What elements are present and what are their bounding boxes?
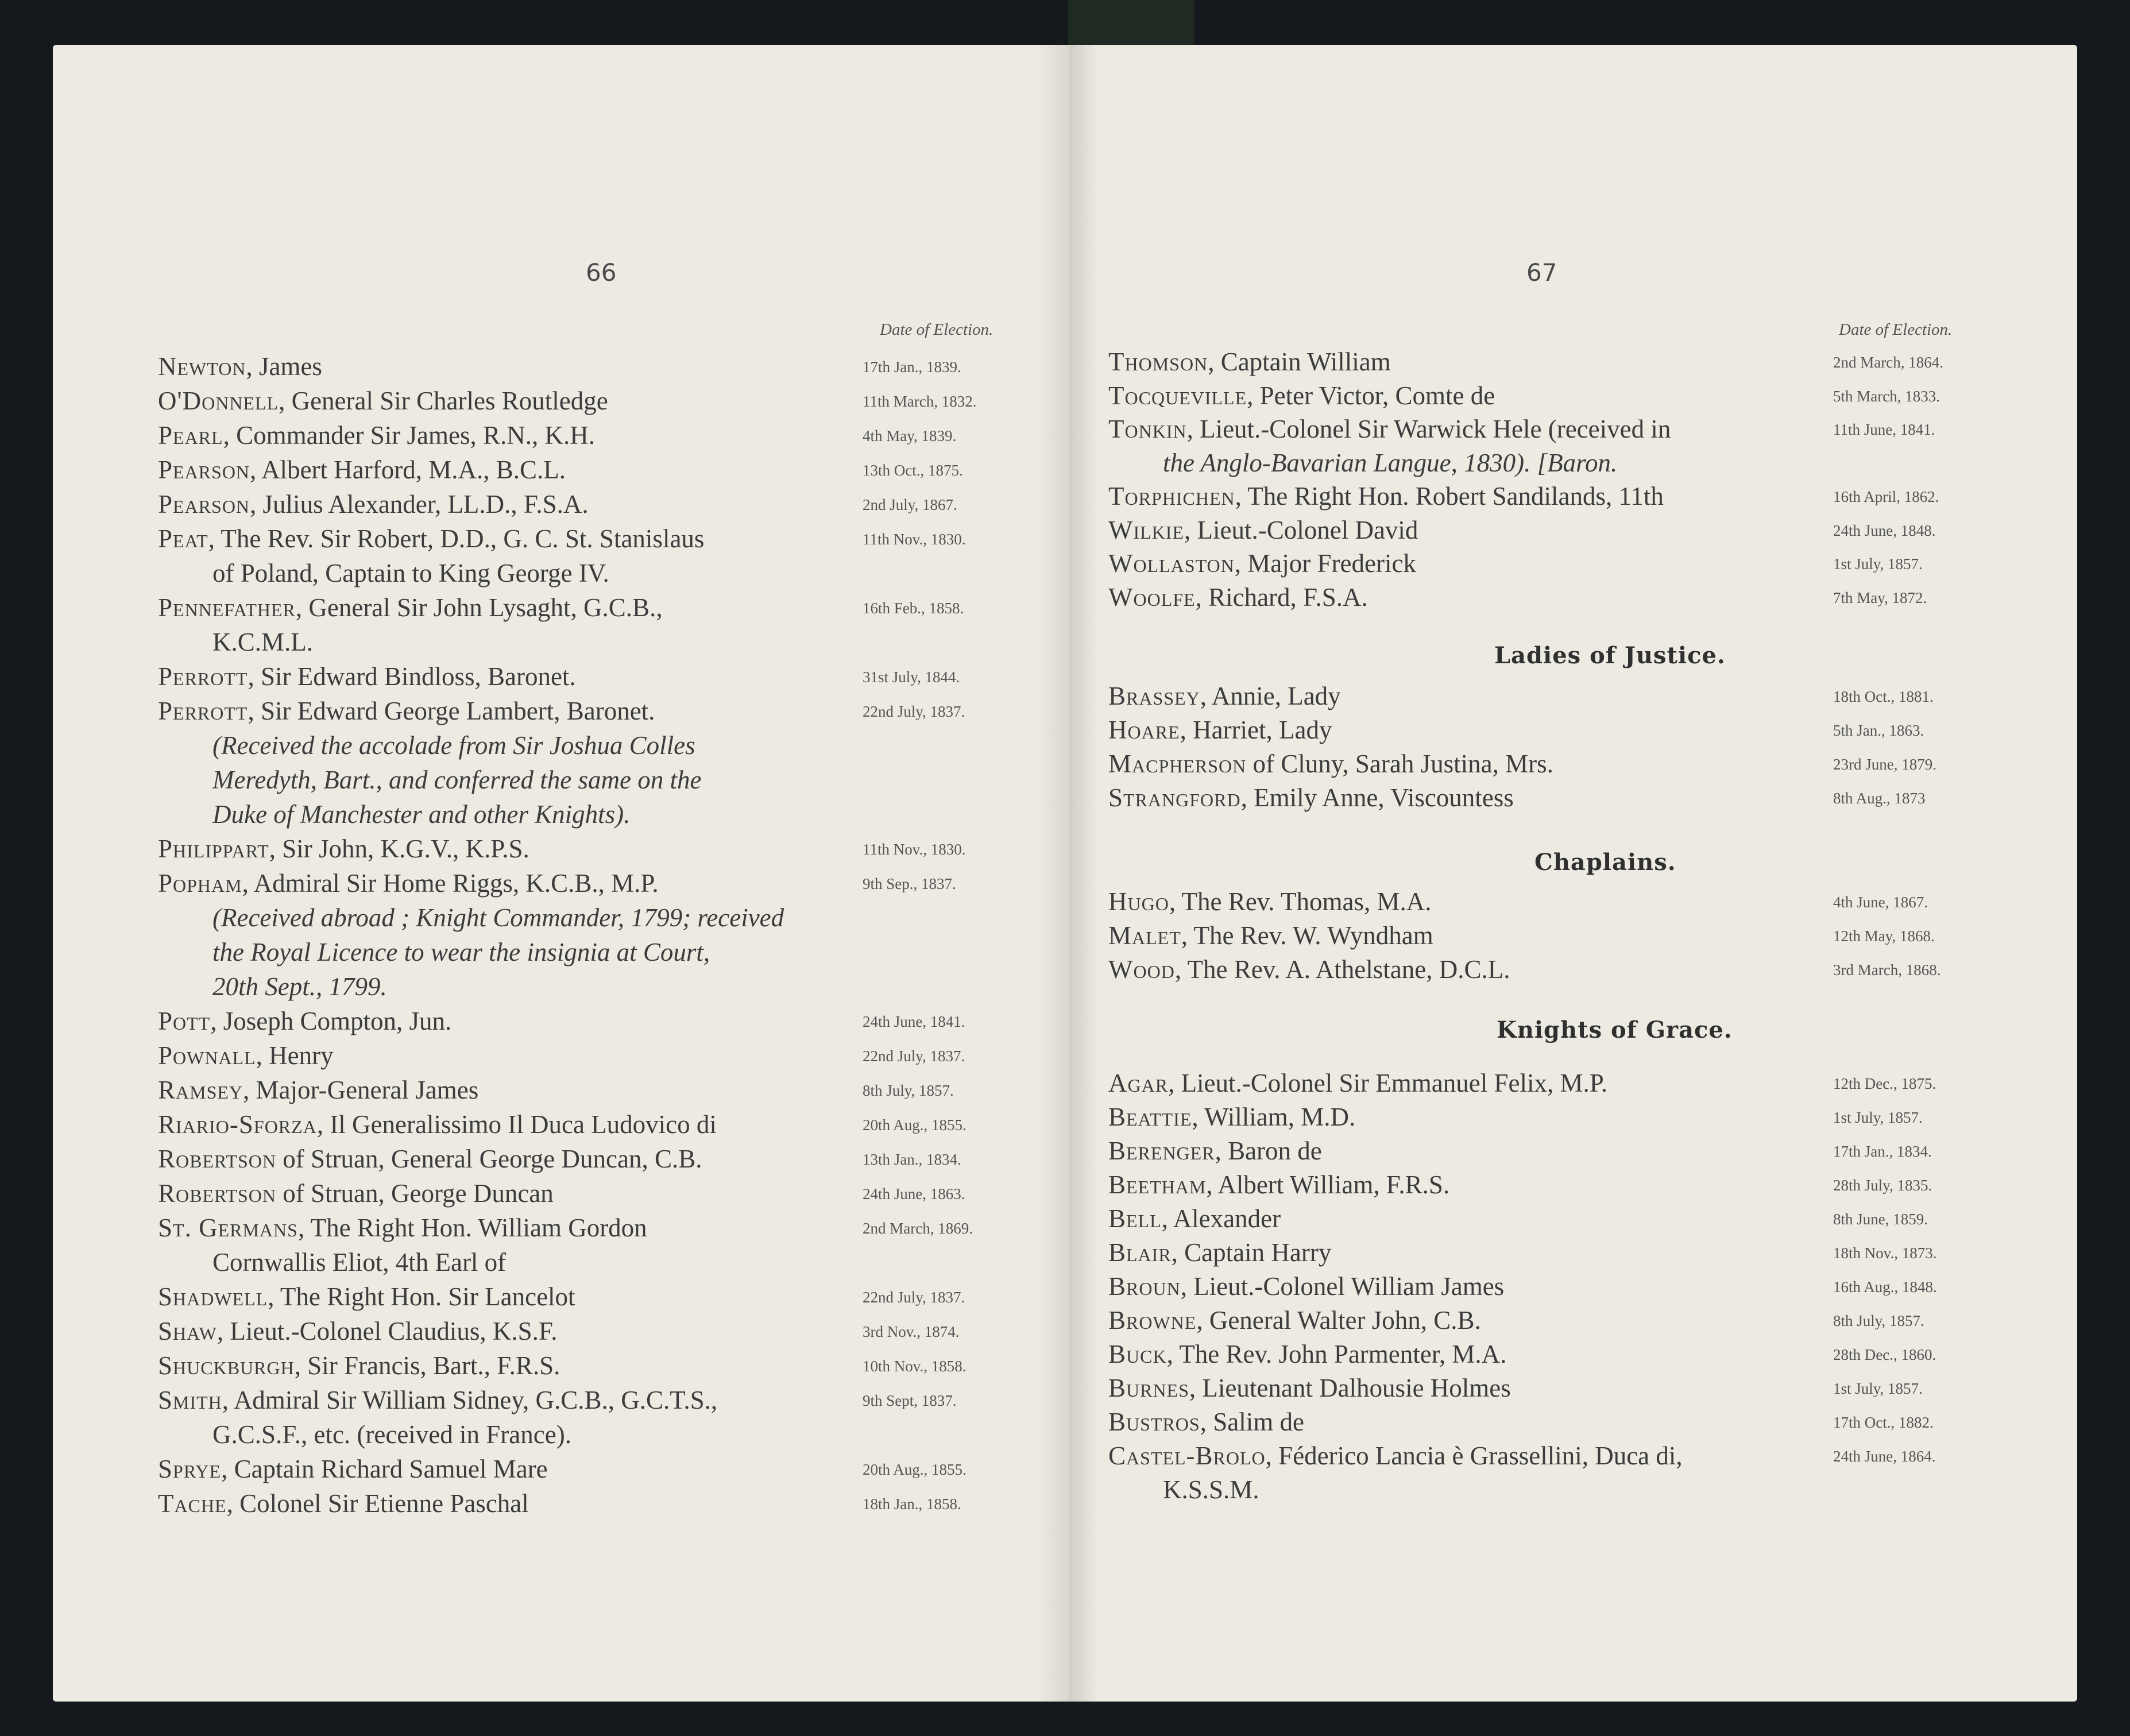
election-date: 2nd March, 1869. [863, 1220, 973, 1237]
election-date: 10th Nov., 1858. [863, 1358, 967, 1375]
entry-line [1108, 1240, 1331, 1266]
entry-details: , Captain Richard Samuel Mare [221, 1455, 548, 1483]
entry-details: , Commander Sir James, R.N., K.H. [223, 421, 596, 450]
entry-details: of Struan, George Duncan [276, 1179, 554, 1208]
entry-line [1108, 889, 1431, 915]
entry-surname: Strangford [1108, 783, 1241, 812]
entry-line [1108, 717, 1332, 743]
entry-surname: Bustros [1108, 1408, 1200, 1436]
entry-line [1108, 1308, 1481, 1333]
entry-surname: Ramsey [158, 1076, 243, 1104]
entry-line [1108, 957, 1510, 983]
entry-details: , Lieutenant Dalhousie Holmes [1189, 1374, 1511, 1402]
entry-continuation: Meredyth, Bart., and conferred the same on the [212, 765, 702, 794]
entry-surname: Browne [1108, 1306, 1197, 1335]
entry-line [1108, 349, 1391, 375]
left-page [53, 45, 1076, 1702]
entry-details: , Admiral Sir William Sidney, G.C.B., G.C.T.S., [222, 1386, 718, 1414]
entry-details: , Harriet, Lady [1180, 716, 1332, 744]
entry-surname: Beetham [1108, 1170, 1207, 1199]
entry-surname: Burnes [1108, 1374, 1189, 1402]
entry-line [158, 836, 529, 862]
election-date: 18th Nov., 1873. [1833, 1244, 1937, 1262]
entry-surname: St. Germans [158, 1213, 298, 1242]
election-date: 18th Jan., 1858. [863, 1495, 961, 1513]
entry-details: , Peter Victor, Comte de [1247, 381, 1495, 410]
date-column-header: Date of Election. [880, 320, 994, 339]
right-page [1069, 45, 2077, 1702]
entry-line [158, 354, 322, 380]
entry-surname: Perrott [158, 697, 248, 725]
election-date: 11th March, 1832. [863, 393, 977, 410]
entry-surname: Robertson [158, 1145, 276, 1173]
election-date: 9th Sep., 1837. [863, 875, 956, 892]
election-date: 17th Jan., 1834. [1833, 1143, 1932, 1160]
entry-details: , Sir Francis, Bart., F.R.S. [294, 1351, 560, 1380]
entry-details: , Lieut.-Colonel Claudius, K.S.F. [217, 1317, 558, 1346]
entry-surname: Perrott [158, 662, 248, 691]
election-date: 22nd July, 1837. [863, 1289, 965, 1306]
entry-line [1108, 484, 1664, 509]
entry-line [158, 1112, 717, 1138]
entry-details: , Captain William [1208, 347, 1391, 376]
entry-line [1108, 923, 1433, 949]
election-date: 20th Aug., 1855. [863, 1116, 967, 1134]
entry-details: , William, M.D. [1192, 1103, 1356, 1131]
entry-surname: Broun [1108, 1272, 1181, 1301]
election-date: 8th Aug., 1873 [1833, 790, 1926, 807]
election-date: 17th Oct., 1882. [1833, 1414, 1934, 1431]
entry-continuation: Duke of Manchester and other Knights). [212, 800, 631, 829]
entry-surname: Tache [158, 1489, 227, 1518]
entry-details: , Lieut.-Colonel William James [1180, 1272, 1505, 1301]
section-heading-ladies: Ladies of Justice. [1494, 642, 1726, 669]
entry-details: , Admiral Sir Home Riggs, K.C.B., M.P. [242, 869, 659, 898]
entry-surname: Torphichen [1108, 482, 1235, 511]
entry-line [158, 1284, 575, 1310]
election-date: 2nd July, 1867. [863, 496, 957, 513]
election-date: 3rd Nov., 1874. [863, 1323, 960, 1340]
election-date: 11th June, 1841. [1833, 421, 1935, 438]
section-heading-knights: Knights of Grace. [1497, 1016, 1733, 1043]
entry-line [158, 871, 659, 896]
entry-surname: Buck [1108, 1340, 1167, 1368]
entry-continuation: the Royal Licence to wear the insignia at Court, [212, 938, 710, 966]
entry-line [1108, 1138, 1322, 1164]
entry-line [1108, 1443, 1683, 1469]
entry-continuation: of Poland, Captain to King George IV. [212, 559, 609, 587]
entry-surname: Macpherson [1108, 749, 1247, 778]
entry-details: , The Rev. Thomas, M.A. [1169, 887, 1432, 916]
entry-details: of Struan, General George Duncan, C.B. [276, 1145, 702, 1173]
election-date: 23rd June, 1879. [1833, 756, 1936, 773]
entry-details: , Albert Harford, M.A., B.C.L. [250, 455, 566, 484]
election-date: 5th Jan., 1863. [1833, 722, 1924, 739]
entry-surname: Newton [158, 352, 246, 381]
entry-details: , Sir John, K.G.V., K.P.S. [269, 834, 529, 863]
entry-surname: Pearl [158, 421, 223, 450]
entry-surname: Shadwell [158, 1282, 268, 1311]
election-date: 1st July, 1857. [1833, 555, 1923, 573]
entry-surname: Woolfe [1108, 582, 1196, 612]
entry-line [158, 1008, 451, 1034]
section-heading-chaplains: Chaplains. [1534, 849, 1676, 876]
election-date: 4th June, 1867. [1833, 894, 1928, 911]
entry-surname: Hugo [1108, 887, 1169, 916]
election-date: 8th June, 1859. [1833, 1211, 1928, 1228]
entry-surname: Smith [158, 1386, 222, 1414]
entry-details: , Lieut.-Colonel Sir Emmanuel Felix, M.P. [1168, 1069, 1608, 1097]
election-date: 3rd March, 1868. [1833, 961, 1941, 979]
entry-line [158, 492, 589, 517]
entry-details: , Major-General James [243, 1076, 479, 1104]
entry-line [158, 1181, 554, 1207]
entry-details: , The Right Hon. Sir Lancelot [268, 1282, 575, 1311]
date-column-header: Date of Election. [1839, 320, 1953, 339]
entry-continuation: (Received the accolade from Sir Joshua Colles [212, 731, 695, 760]
entry-surname: Agar [1108, 1069, 1169, 1097]
entry-surname: Tocqueville [1108, 381, 1247, 410]
entry-surname: Hoare [1108, 716, 1180, 744]
entry-details: , The Right Hon. William Gordon [297, 1213, 647, 1242]
entry-line [158, 526, 704, 552]
entry-surname: Brassey [1108, 682, 1200, 710]
entry-line [1108, 1104, 1355, 1130]
entry-surname: Castel-Brolo [1108, 1441, 1266, 1470]
election-date: 8th July, 1857. [863, 1082, 954, 1099]
entry-continuation: Cornwallis Eliot, 4th Earl of [212, 1248, 507, 1277]
entry-line [1108, 785, 1514, 811]
entry-details: , The Rev. A. Athelstane, D.C.L. [1174, 955, 1510, 984]
election-date: 16th Feb., 1858. [863, 600, 964, 617]
entry-details: , General Sir Charles Routledge [279, 386, 608, 415]
election-date: 7th May, 1872. [1833, 589, 1927, 606]
entry-line [1108, 1375, 1511, 1401]
entry-details: , Henry [256, 1041, 334, 1070]
entry-details: , Colonel Sir Etienne Paschal [226, 1489, 529, 1518]
entry-line [158, 595, 663, 621]
entry-surname: Peat [158, 524, 208, 553]
election-date: 8th July, 1857. [1833, 1312, 1924, 1329]
entry-line [158, 457, 566, 483]
election-date: 28th Dec., 1860. [1833, 1346, 1936, 1363]
entry-line [1108, 1206, 1281, 1232]
entry-line [158, 423, 595, 449]
election-date: 16th Aug., 1848. [1833, 1278, 1937, 1296]
entry-surname: Tonkin [1108, 415, 1187, 443]
entry-details: , The Rev. John Parmenter, M.A. [1166, 1340, 1507, 1368]
election-date: 9th Sept, 1837. [863, 1392, 957, 1409]
entry-line [158, 1077, 478, 1103]
entry-line [1108, 383, 1495, 409]
election-date: 31st July, 1844. [863, 668, 960, 686]
entry-continuation: 20th Sept., 1799. [212, 972, 387, 1001]
election-date: 22nd July, 1837. [863, 703, 965, 720]
entry-details: , Captain Harry [1171, 1238, 1332, 1267]
election-date: 12th Dec., 1875. [1833, 1075, 1936, 1092]
entry-details: , Il Generalissimo Il Duca Ludovico di [316, 1110, 717, 1139]
election-date: 11th Nov., 1830. [863, 841, 966, 858]
entry-continuation: the Anglo-Bavarian Langue, 1830). [Baron. [1163, 448, 1618, 477]
entry-surname: Robertson [158, 1179, 276, 1208]
entry-details: , Richard, F.S.A. [1195, 582, 1368, 612]
election-date: 4th May, 1839. [863, 427, 957, 444]
election-date: 1st July, 1857. [1833, 1380, 1923, 1397]
entry-details: , Féderico Lancia è Grassellini, Duca di, [1265, 1441, 1683, 1470]
entry-details: , Lieut.-Colonel Sir Warwick Hele (received in [1186, 415, 1671, 443]
entry-line [1108, 416, 1671, 442]
entry-details: , The Rev. W. Wyndham [1181, 921, 1433, 950]
entry-details: , Emily Anne, Viscountess [1240, 783, 1514, 812]
entry-details: , Lieut.-Colonel David [1184, 515, 1418, 544]
entry-details: , Alexander [1161, 1204, 1281, 1233]
entry-details: , General Walter John, C.B. [1196, 1306, 1481, 1335]
entry-details: , Baron de [1215, 1136, 1322, 1165]
entry-surname: Pownall [158, 1041, 256, 1070]
entry-line [158, 388, 608, 414]
entry-details: , James [246, 352, 322, 381]
election-date: 22nd July, 1837. [863, 1047, 965, 1065]
entry-surname: Shuckburgh [158, 1351, 295, 1380]
entry-surname: O'Donnell [158, 386, 279, 415]
entry-continuation: (Received abroad ; Knight Commander, 1799; received [212, 903, 784, 932]
entry-surname: Bell [1108, 1204, 1162, 1233]
entry-line [158, 1456, 548, 1482]
election-date: 1st July, 1857. [1833, 1109, 1923, 1126]
entry-continuation: G.C.S.F., etc. (received in France). [212, 1420, 571, 1449]
election-date: 24th June, 1841. [863, 1013, 965, 1030]
entry-line [158, 698, 655, 724]
entry-surname: Sprye [158, 1455, 222, 1483]
entry-line [1108, 1070, 1607, 1096]
election-date: 24th June, 1864. [1833, 1448, 1936, 1465]
election-date: 20th Aug., 1855. [863, 1461, 967, 1478]
entry-line [1108, 551, 1416, 577]
entry-details: , Albert William, F.R.S. [1206, 1170, 1450, 1199]
entry-continuation: K.C.M.L. [212, 628, 314, 656]
election-date: 12th May, 1868. [1833, 927, 1935, 945]
entry-details: , Annie, Lady [1200, 682, 1341, 710]
election-date: 16th April, 1862. [1833, 488, 1939, 505]
entry-surname: Riario-Sforza [158, 1110, 317, 1139]
entry-line [158, 1319, 558, 1344]
entry-surname: Pearson [158, 455, 250, 484]
entry-surname: Thomson [1108, 347, 1208, 376]
entry-details: , Sir Edward George Lambert, Baronet. [248, 697, 655, 725]
entry-surname: Berenger [1108, 1136, 1215, 1165]
entry-details: , The Rev. Sir Robert, D.D., G. C. St. Stanislaus [208, 524, 705, 553]
election-date: 5th March, 1833. [1833, 387, 1940, 405]
entry-details: , Major Frederick [1234, 549, 1416, 578]
entry-line [1108, 1409, 1304, 1435]
entry-details: of Cluny, Sarah Justina, Mrs. [1246, 749, 1553, 778]
page-number: 66 [586, 258, 617, 287]
entry-details: , Joseph Compton, Jun. [210, 1007, 452, 1035]
election-date: 13th Jan., 1834. [863, 1151, 961, 1168]
entry-surname: Wollaston [1108, 549, 1235, 578]
election-date: 2nd March, 1864. [1833, 354, 1943, 371]
entry-surname: Philippart [158, 834, 269, 863]
entry-surname: Shaw [158, 1317, 217, 1346]
entry-line [158, 1353, 560, 1379]
entry-surname: Malet [1108, 921, 1181, 950]
election-date: 24th June, 1848. [1833, 521, 1936, 539]
entry-line [1108, 1341, 1506, 1367]
entry-details: , The Right Hon. Robert Sandilands, 11th [1235, 482, 1664, 511]
entry-surname: Blair [1108, 1238, 1172, 1267]
entry-details: , General Sir John Lysaght, G.C.B., [295, 593, 663, 622]
entry-line [1108, 683, 1341, 709]
election-date: 24th June, 1863. [863, 1185, 965, 1203]
entry-surname: Popham [158, 869, 242, 898]
entry-line [1108, 1172, 1449, 1198]
election-date: 28th July, 1835. [1833, 1177, 1932, 1194]
entry-surname: Wilkie [1108, 515, 1184, 544]
election-date: 13th Oct., 1875. [863, 462, 963, 479]
page-number: 67 [1526, 258, 1557, 287]
entry-line [158, 1387, 717, 1413]
entry-line [158, 1146, 702, 1172]
entry-line [1108, 751, 1553, 777]
entry-surname: Pott [158, 1007, 211, 1035]
entry-surname: Pearson [158, 490, 250, 519]
election-date: 18th Oct., 1881. [1833, 688, 1934, 705]
entry-surname: Beattie [1108, 1103, 1192, 1131]
entry-line [1108, 1274, 1504, 1300]
election-date: 17th Jan., 1839. [863, 358, 961, 376]
entry-line [1108, 582, 1368, 612]
entry-surname: Wood [1108, 955, 1175, 984]
entry-line [158, 1215, 647, 1241]
entry-line [1108, 517, 1418, 543]
entry-details: , Sir Edward Bindloss, Baronet. [248, 662, 576, 691]
entry-details: , Julius Alexander, LL.D., F.S.A. [250, 490, 589, 519]
entry-details: , Salim de [1200, 1408, 1304, 1436]
entry-continuation: K.S.S.M. [1163, 1475, 1259, 1504]
entry-surname: Pennefather [158, 593, 296, 622]
entry-line [158, 1491, 529, 1517]
entry-line [158, 664, 576, 690]
entry-line [158, 1043, 334, 1069]
election-date: 11th Nov., 1830. [863, 531, 966, 548]
